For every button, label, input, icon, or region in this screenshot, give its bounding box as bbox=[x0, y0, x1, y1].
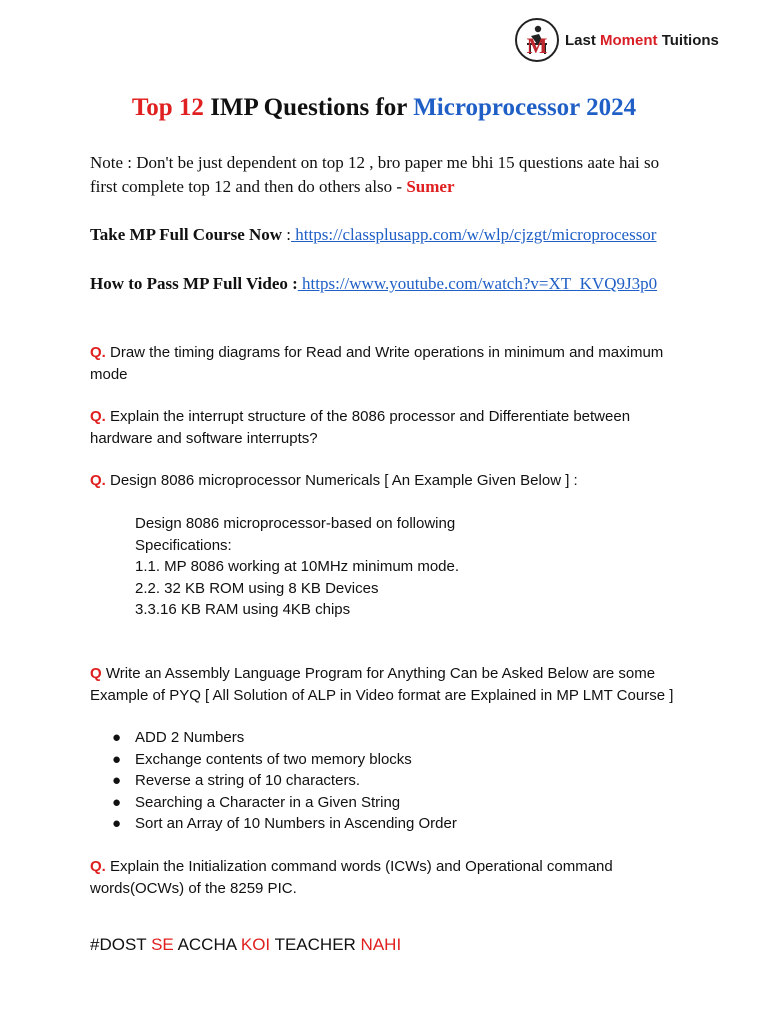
brand-word-moment: Moment bbox=[600, 31, 658, 49]
list-item-text: Reverse a string of 10 characters. bbox=[135, 772, 361, 789]
question-4 bbox=[90, 663, 690, 706]
list-item bbox=[90, 770, 457, 792]
question-text: Draw the timing diagrams for Read and Write operations in minimum and maximum mode bbox=[90, 344, 664, 383]
bullet-icon: ● bbox=[112, 750, 122, 768]
question-marker: Q. bbox=[90, 344, 106, 361]
bullet-icon: ● bbox=[112, 793, 122, 811]
question-text: Write an Assembly Language Program for Anything Can be Asked Below are some Example of PYQ [ All Solution of ALP in Video format are Explained in MP LMT Course ] bbox=[90, 665, 674, 704]
video-link-label: How to Pass MP Full Video : bbox=[90, 274, 298, 293]
note-author: Sumer bbox=[406, 177, 455, 196]
list-item bbox=[90, 813, 457, 835]
slogan-part: KOI bbox=[240, 935, 271, 954]
title-top12: Top 12 bbox=[131, 94, 204, 121]
question-marker: Q. bbox=[90, 472, 106, 489]
note-text: Note : Don't be just dependent on top 12 , bro paper me bhi 15 questions aate hai so first complete top 12 and then do others also - bbox=[90, 153, 660, 196]
brand-word-last: Last bbox=[565, 31, 596, 49]
video-link-line bbox=[90, 272, 657, 296]
slogan-part: ACCHA bbox=[173, 935, 241, 954]
course-link-label: Take MP Full Course Now bbox=[90, 225, 283, 244]
course-link-separator: : bbox=[282, 225, 292, 244]
list-item-text: ADD 2 Numbers bbox=[135, 729, 245, 746]
spec-line: 1.1. MP 8086 working at 10MHz minimum mode. bbox=[135, 558, 460, 575]
spec-line: Design 8086 microprocessor-based on following bbox=[135, 515, 456, 532]
question-text: Explain the interrupt structure of the 8086 processor and Differentiate between hardware and software interrupts? bbox=[90, 408, 631, 447]
slogan-part: SE bbox=[151, 935, 174, 954]
question-text: Design 8086 microprocessor Numericals [ An Example Given Below ] : bbox=[105, 472, 578, 489]
slogan-part: #DOST bbox=[90, 935, 152, 954]
list-item-text: Sort an Array of 10 Numbers in Ascending Order bbox=[135, 815, 457, 832]
course-link[interactable]: https://classplusapp.com/w/wlp/cjzgt/microprocessor bbox=[291, 225, 657, 244]
list-item-text: Exchange contents of two memory blocks bbox=[135, 750, 412, 768]
alp-example-list bbox=[90, 727, 457, 835]
note-paragraph bbox=[90, 151, 690, 199]
bullet-icon: ● bbox=[112, 815, 122, 832]
spec-line: Specifications: bbox=[135, 536, 232, 554]
slogan-part: TEACHER bbox=[270, 935, 361, 954]
spec-line: 2.2. 32 KB ROM using 8 KB Devices bbox=[135, 579, 379, 597]
course-link-line bbox=[90, 223, 656, 247]
question-2 bbox=[90, 406, 690, 449]
question-text: Explain the Initialization command words (ICWs) and Operational command words(OCWs) of the 8259 PIC. bbox=[90, 858, 613, 897]
question-5 bbox=[90, 856, 690, 899]
bullet-icon: ● bbox=[112, 729, 122, 746]
slogan-part: NAHI bbox=[360, 935, 402, 954]
footer-slogan bbox=[90, 935, 401, 955]
bullet-icon: ● bbox=[112, 772, 122, 789]
spec-line: 3.3.16 KB RAM using 4KB chips bbox=[135, 601, 351, 618]
list-item bbox=[90, 792, 457, 814]
question-marker: Q. bbox=[90, 408, 106, 425]
logo-mark-letter: M bbox=[526, 33, 548, 58]
question-marker: Q bbox=[90, 665, 102, 682]
title-subject: Microprocessor 2024 bbox=[413, 94, 637, 121]
question-3 bbox=[90, 470, 690, 492]
teacher-at-desk-logo-icon bbox=[515, 18, 559, 62]
question-1 bbox=[90, 342, 690, 385]
numerical-example-spec bbox=[135, 513, 655, 621]
title-middle: IMP Questions for bbox=[210, 94, 407, 121]
brand-name bbox=[565, 32, 719, 49]
list-item bbox=[90, 727, 457, 749]
list-item bbox=[90, 749, 457, 771]
brand-word-tuitions: Tuitions bbox=[661, 31, 719, 49]
question-marker: Q. bbox=[90, 858, 106, 875]
list-item-text: Searching a Character in a Given String bbox=[135, 793, 401, 811]
video-link[interactable]: https://www.youtube.com/watch?v=XT_KVQ9J3p0 bbox=[297, 274, 658, 293]
brand-logo bbox=[515, 16, 719, 64]
page-title bbox=[0, 94, 768, 122]
